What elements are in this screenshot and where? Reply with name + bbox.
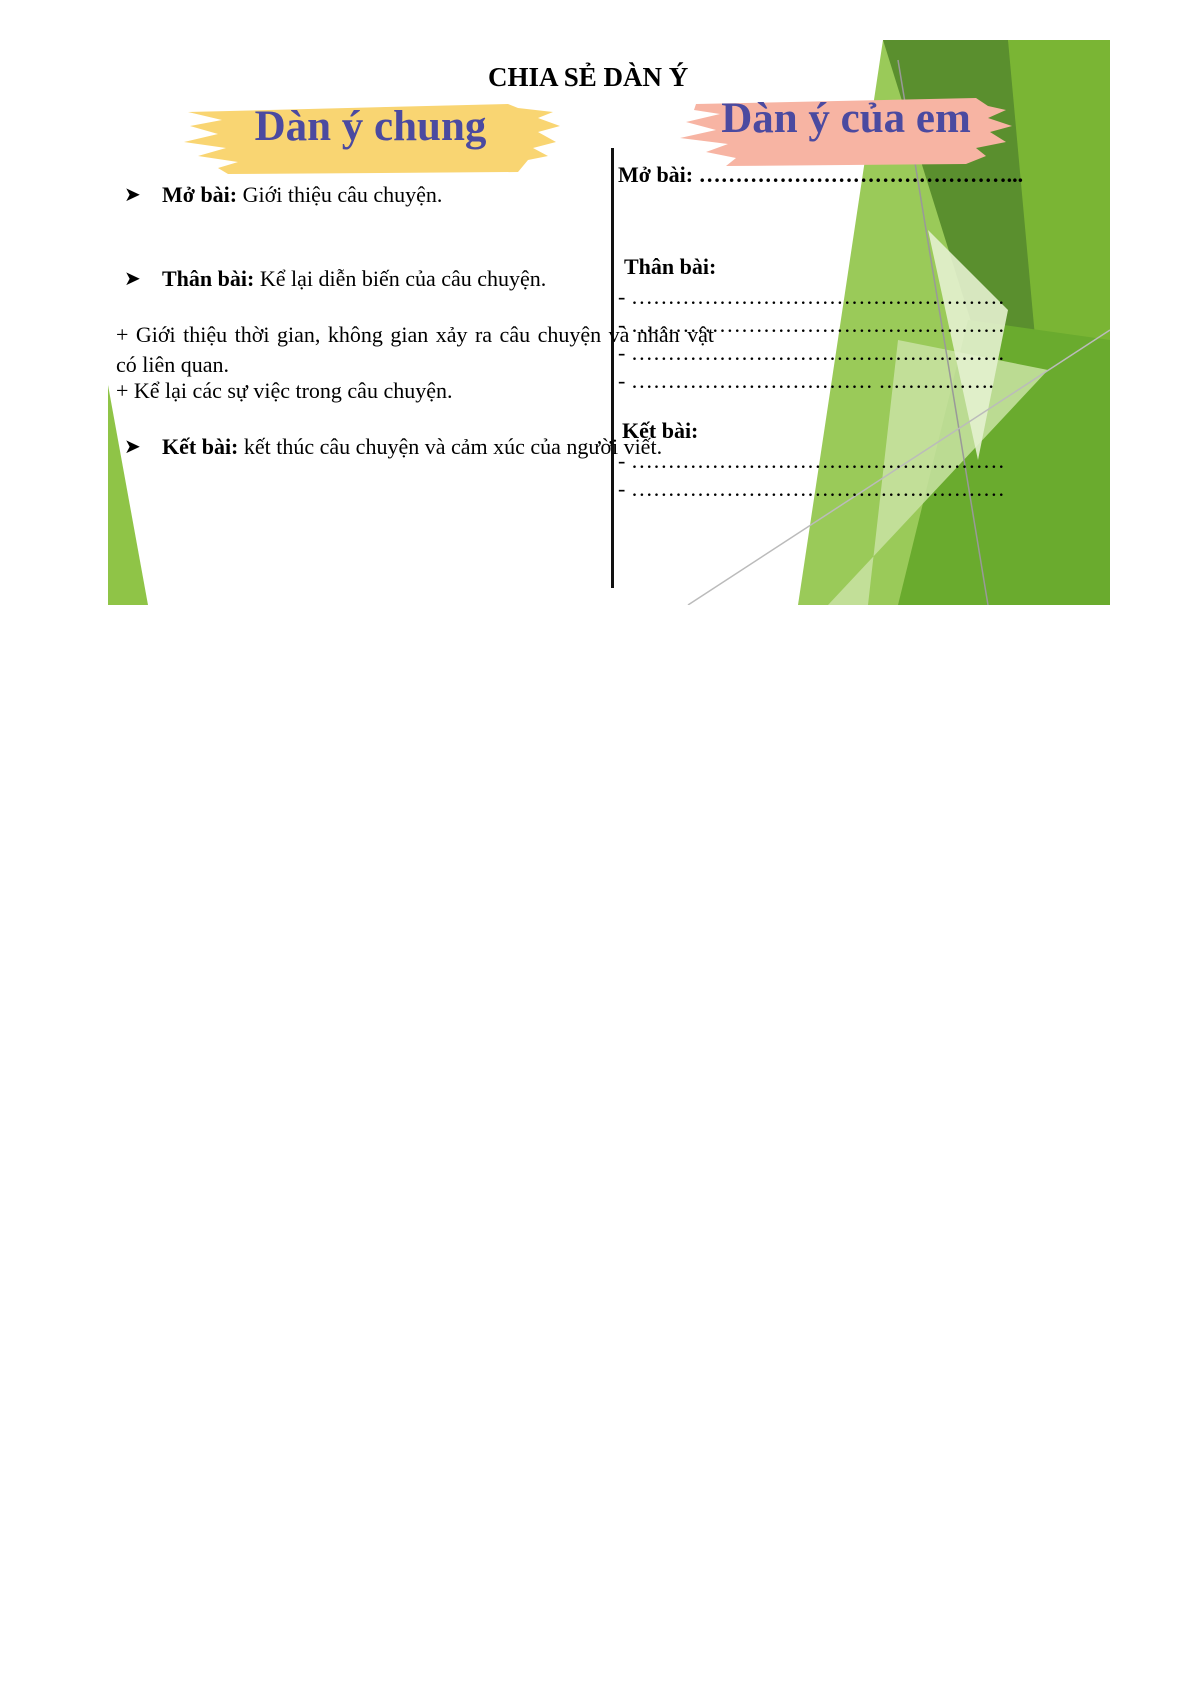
than-bai-heading: Thân bài: [162,266,255,291]
banner-my-label: Dàn ý của em [721,95,971,142]
banner-my-outline [676,92,1016,170]
than-bai-text: Kể lại diễn biến của câu chuyện. [254,266,547,291]
than-bai-detail-1: + Giới thiệu thời gian, không gian xảy ra câu chuyện và nhân vật có liên quan. [116,322,714,377]
my-than-bai-heading: Thân bài: [624,254,717,279]
page-title: CHIA SẺ DÀN Ý [488,62,689,92]
ket-bai-heading: Kết bài: [162,434,239,459]
my-than-bai-line-4: - …………………………… ……………. [618,368,994,393]
my-than-bai-line-3: - …………………………………………… [618,340,1005,365]
my-ket-bai-heading: Kết bài: [622,418,699,443]
my-ket-bai-line-1: - …………………………………………… [618,448,1005,473]
mo-bai-text: Giới thiệu câu chuyện. [237,182,443,207]
my-mo-bai-line [618,160,1103,190]
my-than-bai-line-2: - …………………………………………… [618,312,1005,337]
than-bai-detail-2: + Kể lại các sự việc trong câu chuyện. [116,378,453,403]
arrow-bullet-icon: ➤ [124,268,141,290]
my-mo-bai-dots: ……………………………………... [693,162,1024,187]
my-mo-bai-heading: Mở bài: [618,162,694,187]
arrow-bullet-icon: ➤ [124,436,141,458]
ket-bai-text: kết thúc câu chuyện và cảm xúc của người viết. [238,434,663,459]
mo-bai-heading: Mở bài: [162,182,238,207]
arrow-bullet-icon: ➤ [124,184,141,206]
my-than-bai-line-1: - …………………………………………… [618,284,1005,309]
my-ket-bai-line-2: - …………………………………………… [618,476,1005,501]
banner-general-label: Dàn ý chung [254,103,487,150]
banner-general-outline [178,98,563,178]
slide [108,40,1110,605]
